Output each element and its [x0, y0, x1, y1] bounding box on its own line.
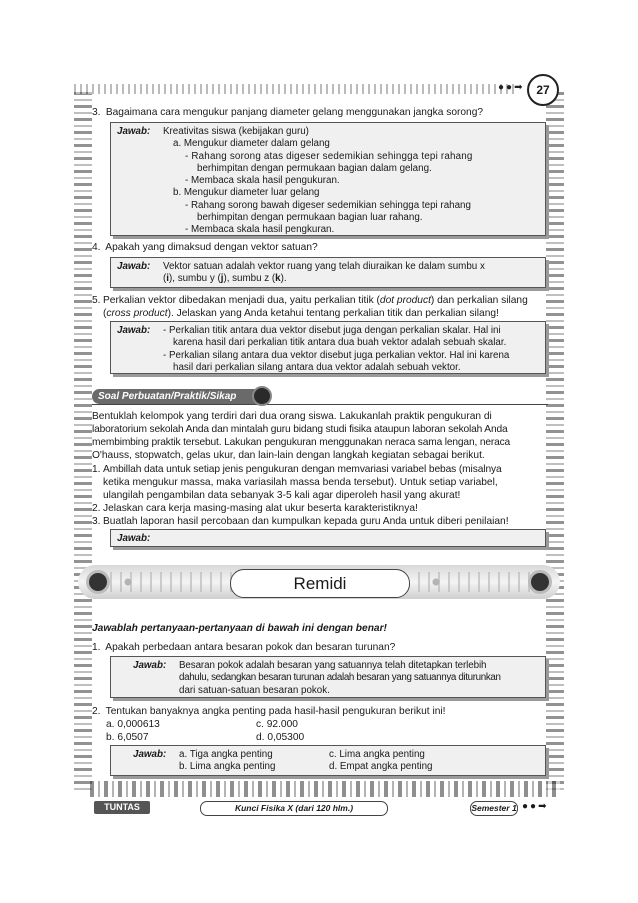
answer-line: Besaran pokok adalah besaran yang satuannya telah ditetapkan terlebih — [179, 660, 487, 671]
remidi-title: Remidi — [230, 569, 410, 598]
question-text: Tentukan banyaknya angka penting pada hasil-hasil pengukuran berikut ini! — [105, 706, 446, 717]
answer-line: - Membaca skala hasil pengkuran. — [185, 224, 335, 236]
text-fragment: ), sumbu z ( — [223, 273, 276, 285]
question-number: 2. — [92, 706, 101, 717]
swirl-ornament-icon — [410, 572, 540, 592]
jawab-label: Jawab: — [117, 126, 151, 137]
answer-line: - Rahang sorong bawah digeser sedemikian sehingga tepi rahang — [185, 199, 471, 211]
answer-line: - Perkalian silang antara dua vektor disebut juga perkalian vektor. Hal ini karena — [163, 349, 510, 361]
text-fragment: ( — [163, 273, 167, 285]
remidi-answer-box-2 — [110, 745, 546, 776]
vector-j: j — [220, 273, 224, 285]
arrow-right-icon: ●●➡ — [522, 801, 549, 812]
jawab-label: Jawab: — [133, 660, 167, 671]
remidi-answer-box-1 — [110, 656, 546, 698]
answer-line: karena hasil dari perkalian titik antara dua buah vektor adalah sebuah skalar. — [173, 337, 507, 349]
list-line: Jelaskan cara kerja masing-masing alat ukur beserta karakteristiknya! — [103, 503, 418, 514]
answer-line: hasil dari perkalian silang antara dua vektor adalah sebuah vektor. — [173, 361, 461, 373]
answer-line — [163, 273, 533, 285]
swirl-ornament-icon — [102, 572, 232, 592]
jawab-label: Jawab: — [117, 533, 151, 544]
answer-line: a. Mengukur diameter dalam gelang — [173, 138, 330, 150]
footer-semester: Semester 1 — [470, 801, 518, 816]
jawab-label: Jawab: — [117, 261, 151, 272]
list-number: 3. — [92, 516, 101, 527]
section-knob-icon — [252, 386, 272, 406]
question-number: 1. — [92, 642, 101, 653]
measurement-option: d. 0,05300 — [256, 732, 305, 743]
answer-option: a. Tiga angka penting — [179, 749, 273, 760]
answer-box-practice — [110, 529, 546, 547]
answer-line: - Membaca skala hasil pengukuran. — [185, 175, 340, 187]
list-number: 2. — [92, 503, 101, 514]
footer-book-title: Kunci Fisika X (dari 120 hlm.) — [200, 801, 388, 816]
text-fragment: ), sumbu y ( — [169, 273, 221, 285]
remidi-question-1 — [92, 641, 552, 654]
top-border-ornament — [74, 84, 514, 94]
text-fragment: dot product — [379, 295, 431, 306]
answer-line: Vektor satuan adalah vektor ruang yang telah diuraikan ke dalam sumbu x — [163, 261, 485, 272]
paragraph-line: O'hauss, stopwatch, gelas ukur, dan lain-lain dengan langkah kegiatan sebagai berikut. — [92, 450, 485, 462]
remidi-question-2 — [92, 705, 552, 744]
jawab-label: Jawab: — [117, 325, 151, 336]
remidi-instruction: Jawablah pertanyaan-pertanyaan di bawah ini dengan benar! — [92, 623, 387, 634]
answer-line: - Perkalian titik antara dua vektor disebut juga dengan perkalian skalar. Hal ini — [163, 325, 501, 336]
vector-k: k — [275, 273, 281, 285]
vector-i: i — [166, 273, 169, 285]
text-fragment: ). — [280, 273, 287, 285]
page-number: 27 — [527, 74, 559, 106]
paragraph-line: laboratorium sekolah Anda dan mintalah guru bidang studi fisika ataupun laboran sekolah Anda — [92, 424, 508, 436]
banner-knob-icon — [528, 570, 552, 594]
jawab-label: Jawab: — [133, 749, 167, 760]
answer-option: d. Empat angka penting — [329, 761, 433, 773]
answer-option: b. Lima angka penting — [179, 761, 276, 773]
list-number: 1. — [92, 464, 101, 475]
answer-line: berhimpitan dengan permukaan bagian luar rahang. — [197, 212, 423, 224]
measurement-option: b. 6,0507 — [106, 732, 149, 743]
list-item — [92, 502, 552, 515]
question-4 — [92, 241, 552, 254]
answer-line: Kreativitas siswa (kebijakan guru) — [163, 126, 309, 137]
answer-line: dari satuan-satuan besaran pokok. — [179, 684, 330, 696]
answer-option: c. Lima angka penting — [329, 749, 425, 760]
question-number: 3. — [92, 107, 101, 118]
list-line: Buatlah laporan hasil percobaan dan kumpulkan kepada guru Anda untuk diberi penilaian! — [103, 516, 509, 527]
answer-line: dahulu, sedangkan besaran turunan adalah besaran yang satuannya diturunkan — [179, 672, 501, 684]
measurement-option: a. 0,000613 — [106, 719, 160, 730]
text-fragment: cross product — [106, 308, 168, 319]
list-line: Ambillah data untuk setiap jenis pengukuran dengan memvariasi variabel bebas (misalnya — [103, 464, 502, 475]
measurement-option: c. 92.000 — [256, 719, 298, 730]
question-3 — [92, 106, 552, 119]
text-fragment: ( — [103, 308, 107, 319]
banner-knob-icon — [86, 570, 110, 594]
answer-line: - Rahang sorong atas digeser sedemikian sehingga tepi rahang — [185, 150, 473, 162]
paragraph-line: Bentuklah kelompok yang terdiri dari dua orang siswa. Lakukanlah praktik pengukuran di — [92, 411, 492, 422]
question-5 — [92, 294, 552, 320]
text-fragment: ) dan perkalian silang — [430, 295, 528, 306]
section-paragraph — [92, 410, 552, 462]
question-number: 4. — [92, 242, 101, 253]
question-text: Apakah perbedaan antara besaran pokok dan besaran turunan? — [105, 642, 396, 653]
section-divider — [92, 404, 548, 405]
answer-box-4 — [110, 257, 546, 288]
list-item — [92, 515, 552, 528]
left-border-ornament — [74, 92, 92, 792]
text-fragment: ). Jelaskan yang Anda ketahui tentang perkalian titik dan perkalian silang! — [167, 308, 499, 319]
section-title: Soal Perbuatan/Praktik/Sikap — [92, 389, 262, 404]
list-line: ulangilah pengambilan data sebanyak 3-5 kali agar diperoleh hasil yang akurat! — [103, 490, 461, 502]
list-item — [92, 463, 552, 502]
answer-box-3 — [110, 122, 546, 236]
question-text: Apakah yang dimaksud dengan vektor satuan? — [105, 242, 318, 253]
paragraph-line: membimbing praktik tersebut. Lakukan pengukuran menggunakan neraca sama lengan, neraca — [92, 437, 511, 449]
footer-tuntas-label: TUNTAS — [94, 801, 150, 814]
arrow-right-icon: ●●➡ — [498, 82, 525, 93]
answer-box-5 — [110, 321, 546, 374]
question-number: 5. — [92, 295, 101, 306]
bottom-border-ornament — [90, 781, 560, 797]
question-text: Bagaimana cara mengukur panjang diameter gelang menggunakan jangka sorong? — [105, 107, 484, 118]
answer-line: berhimpitan dengan permukaan bagian dalam gelang. — [197, 162, 432, 174]
text-fragment: Perkalian vektor dibedakan menjadi dua, yaitu perkalian titik ( — [103, 295, 380, 306]
answer-line: b. Mengukur diameter luar gelang — [173, 187, 320, 199]
list-line: ketika mengukur massa, maka variasilah massa benda tersebut). Untuk setiap variabel, — [103, 477, 498, 489]
